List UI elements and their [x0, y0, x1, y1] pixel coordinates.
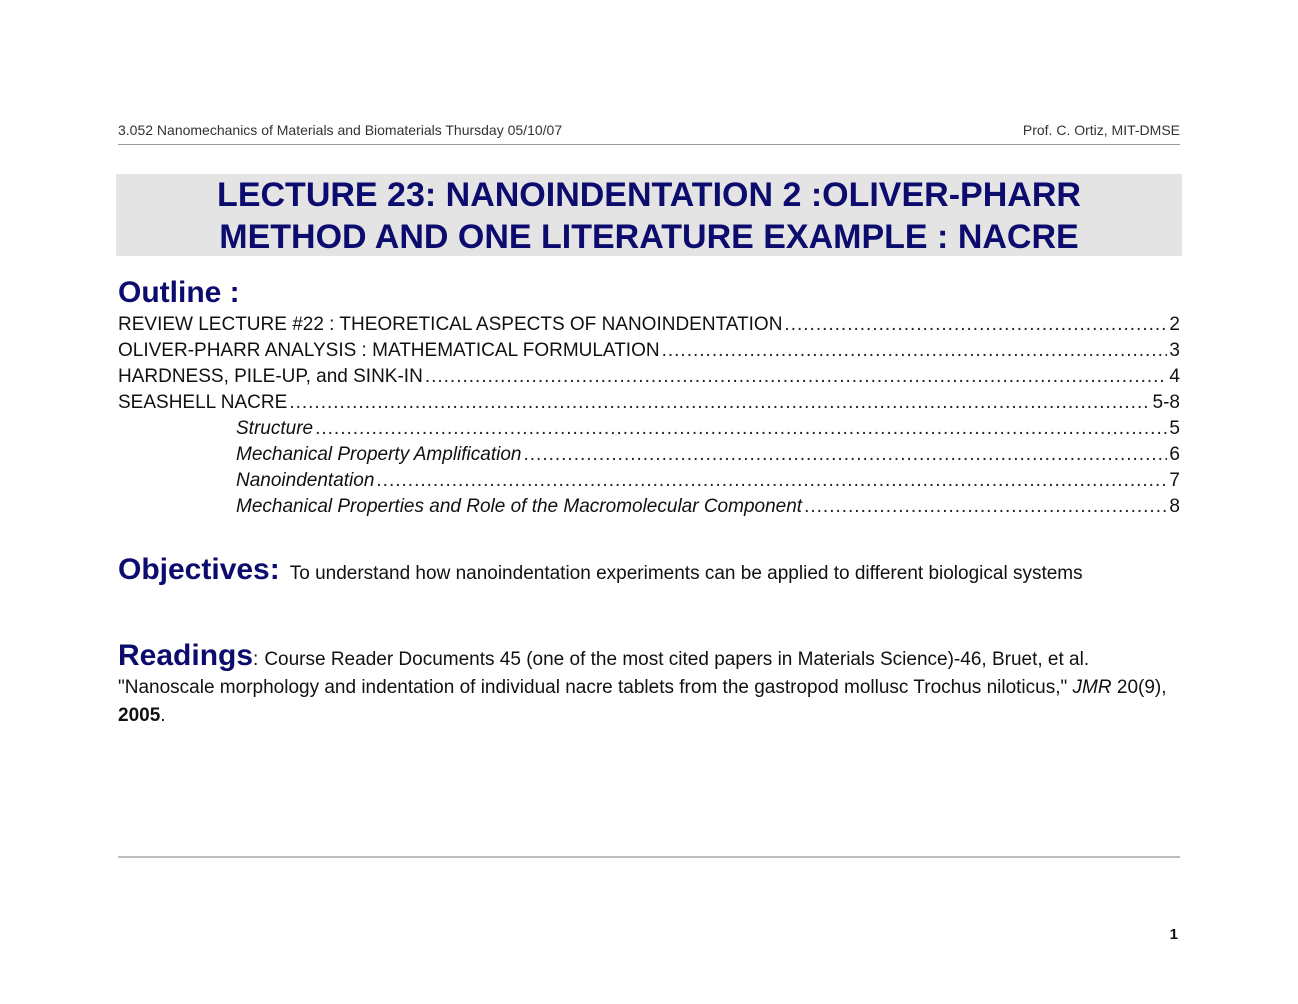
toc-leader-dots	[425, 366, 1168, 388]
toc-item	[118, 392, 1180, 418]
toc-label: Mechanical Property Amplification	[236, 444, 522, 465]
readings-colon: :	[253, 649, 259, 670]
toc-leader-dots	[289, 392, 1150, 414]
objectives-text: To understand how nanoindentation experiments can be applied to different biological systems	[289, 563, 1083, 584]
objectives-heading: Objectives:	[118, 553, 280, 586]
journal-volume: 20(9),	[1116, 677, 1167, 698]
readings-end: .	[160, 705, 166, 726]
readings-section	[118, 639, 1180, 730]
toc-leader-dots	[784, 314, 1167, 336]
author-info: Prof. C. Ortiz, MIT-DMSE	[1022, 122, 1180, 138]
course-info: 3.052 Nanomechanics of Materials and Biomaterials Thursday 05/10/07	[118, 122, 563, 138]
toc-page: 8	[1169, 496, 1180, 517]
toc-leader-dots	[523, 444, 1167, 466]
readings-text: Course Reader Documents 45 (one of the most cited papers in Materials Science)-46, Bruet, et al. "Nanoscale morphology and indentation of individual nacre tablets from the gastropod mollusc Trochus niloticus,"	[118, 649, 1090, 698]
toc-label: OLIVER-PHARR ANALYSIS : MATHEMATICAL FORMULATION	[118, 340, 660, 361]
toc-page: 4	[1169, 366, 1180, 387]
title-line-1: LECTURE 23: NANOINDENTATION 2 :OLIVER-PHARR	[217, 176, 1081, 214]
toc-subitem	[118, 418, 1180, 444]
toc-subitem	[118, 496, 1180, 522]
toc-page: 3	[1169, 340, 1180, 361]
publication-year: 2005	[118, 705, 161, 726]
lecture-title	[116, 174, 1182, 256]
toc-label: Mechanical Properties and Role of the Macromolecular Component	[236, 496, 803, 517]
title-line-2: METHOD AND ONE LITERATURE EXAMPLE : NACRE	[219, 218, 1079, 256]
journal-name: JMR	[1072, 677, 1112, 698]
page-number: 1	[1169, 926, 1178, 943]
toc-label: REVIEW LECTURE #22 : THEORETICAL ASPECTS OF NANOINDENTATION	[118, 314, 783, 335]
toc-leader-dots	[376, 470, 1167, 492]
toc-subitem	[118, 470, 1180, 496]
toc-leader-dots	[662, 340, 1168, 362]
toc-leader-dots	[804, 496, 1167, 518]
toc-subitem	[118, 444, 1180, 470]
page-header	[118, 122, 1180, 145]
toc-label: SEASHELL NACRE	[118, 392, 288, 413]
toc-page: 5	[1169, 418, 1180, 439]
toc-leader-dots	[315, 418, 1167, 440]
outline-heading: Outline :	[118, 276, 240, 309]
toc-page: 7	[1169, 470, 1180, 491]
toc-page: 5-8	[1152, 392, 1180, 413]
toc-label: Nanoindentation	[236, 470, 375, 491]
toc-label: HARDNESS, PILE-UP, and SINK-IN	[118, 366, 423, 387]
footer-divider	[118, 856, 1180, 858]
readings-heading: Readings	[118, 639, 254, 672]
toc-item	[118, 314, 1180, 340]
toc-label: Structure	[236, 418, 314, 439]
objectives-section	[118, 553, 1180, 588]
toc-item	[118, 366, 1180, 392]
table-of-contents	[118, 314, 1180, 522]
toc-page: 6	[1169, 444, 1180, 465]
toc-page: 2	[1169, 314, 1180, 335]
toc-item	[118, 340, 1180, 366]
